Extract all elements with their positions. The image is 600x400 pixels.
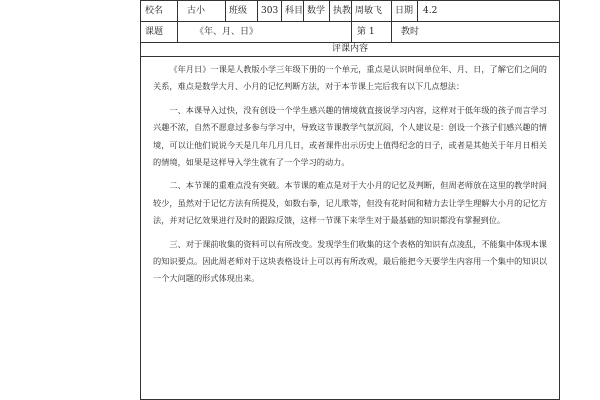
period-unit: 教时 <box>401 27 420 37</box>
topic-label: 课题 <box>145 27 164 37</box>
divider <box>391 22 392 42</box>
paragraph-point-3: 三、对于课前收集的资料可以有所改变。发现学生们收集的这个表格的知识有点凌乱，不能集中体现本课的知识要点。因此周老师对于这块表格设计上可以再有所改观，最后能把今天要学生内容用一个集中的知识以一个大问题的形式体现出来。 <box>153 238 547 284</box>
divider <box>177 22 178 42</box>
date-value: 4.2 <box>423 6 438 16</box>
divider <box>351 22 352 42</box>
class-value: 303 <box>261 6 279 16</box>
paragraph-point-2: 二、本节课的重难点没有突破。本节课的难点是对于大小月的记忆及判断，但周老师放在这里的教学时间较少，虽然对于记忆方法有所提及，如数右拳，记儿歌等，但没有花时间和精力去让学生理解大小月的记忆方法，并对记忆效果进行及时的跟踪反馈，这样一节课下来学生对于最基础的知识都没有掌握到位。 <box>153 180 547 226</box>
section-title: 评课内容 <box>331 44 368 54</box>
teacher-label: 执教 <box>333 6 352 16</box>
topic-value: 《年、月、日》 <box>195 27 259 37</box>
school-label: 校名 <box>145 6 164 16</box>
divider <box>177 1 178 21</box>
subject-label: 科目 <box>285 6 304 16</box>
evaluation-form <box>140 0 560 400</box>
period-label: 第 1 <box>357 27 375 37</box>
teacher-value: 周敏飞 <box>355 6 383 16</box>
evaluation-body <box>153 61 547 288</box>
form-frame <box>140 0 560 400</box>
section-title-row <box>141 43 559 57</box>
school-value: 古小 <box>187 6 206 16</box>
paragraph-point-1: 一、本课导入过快，没有创设一个学生感兴趣的情境就直接说学习内容，这样对于低年级的孩子而言学习兴趣不浓，自然不愿意过多参与学习中，导致这节课教学气氛沉闷，个人建议是：创设一个孩子们感兴趣的情境，可以让他们说说今天是几年几月几日，或者课件出示历史上值得纪念的日子，或者是其他关于年月日相关的情境，如果是这样导入学生就有了一个学习的动力。 <box>153 104 547 168</box>
lesson-row <box>141 22 559 43</box>
subject-value: 数学 <box>307 6 326 16</box>
date-label: 日期 <box>395 6 414 16</box>
divider <box>417 1 418 21</box>
header-row <box>141 1 559 22</box>
class-label: 班级 <box>229 6 248 16</box>
paragraph-intro: 《年月日》一课是人教版小学三年级下册的一个单元，重点是认识时间单位年、月、日，了解它们之间的关系，难点是数学大月、小月的记忆判断方法，对于本节课上完后我有以下几点想法： <box>153 64 547 92</box>
